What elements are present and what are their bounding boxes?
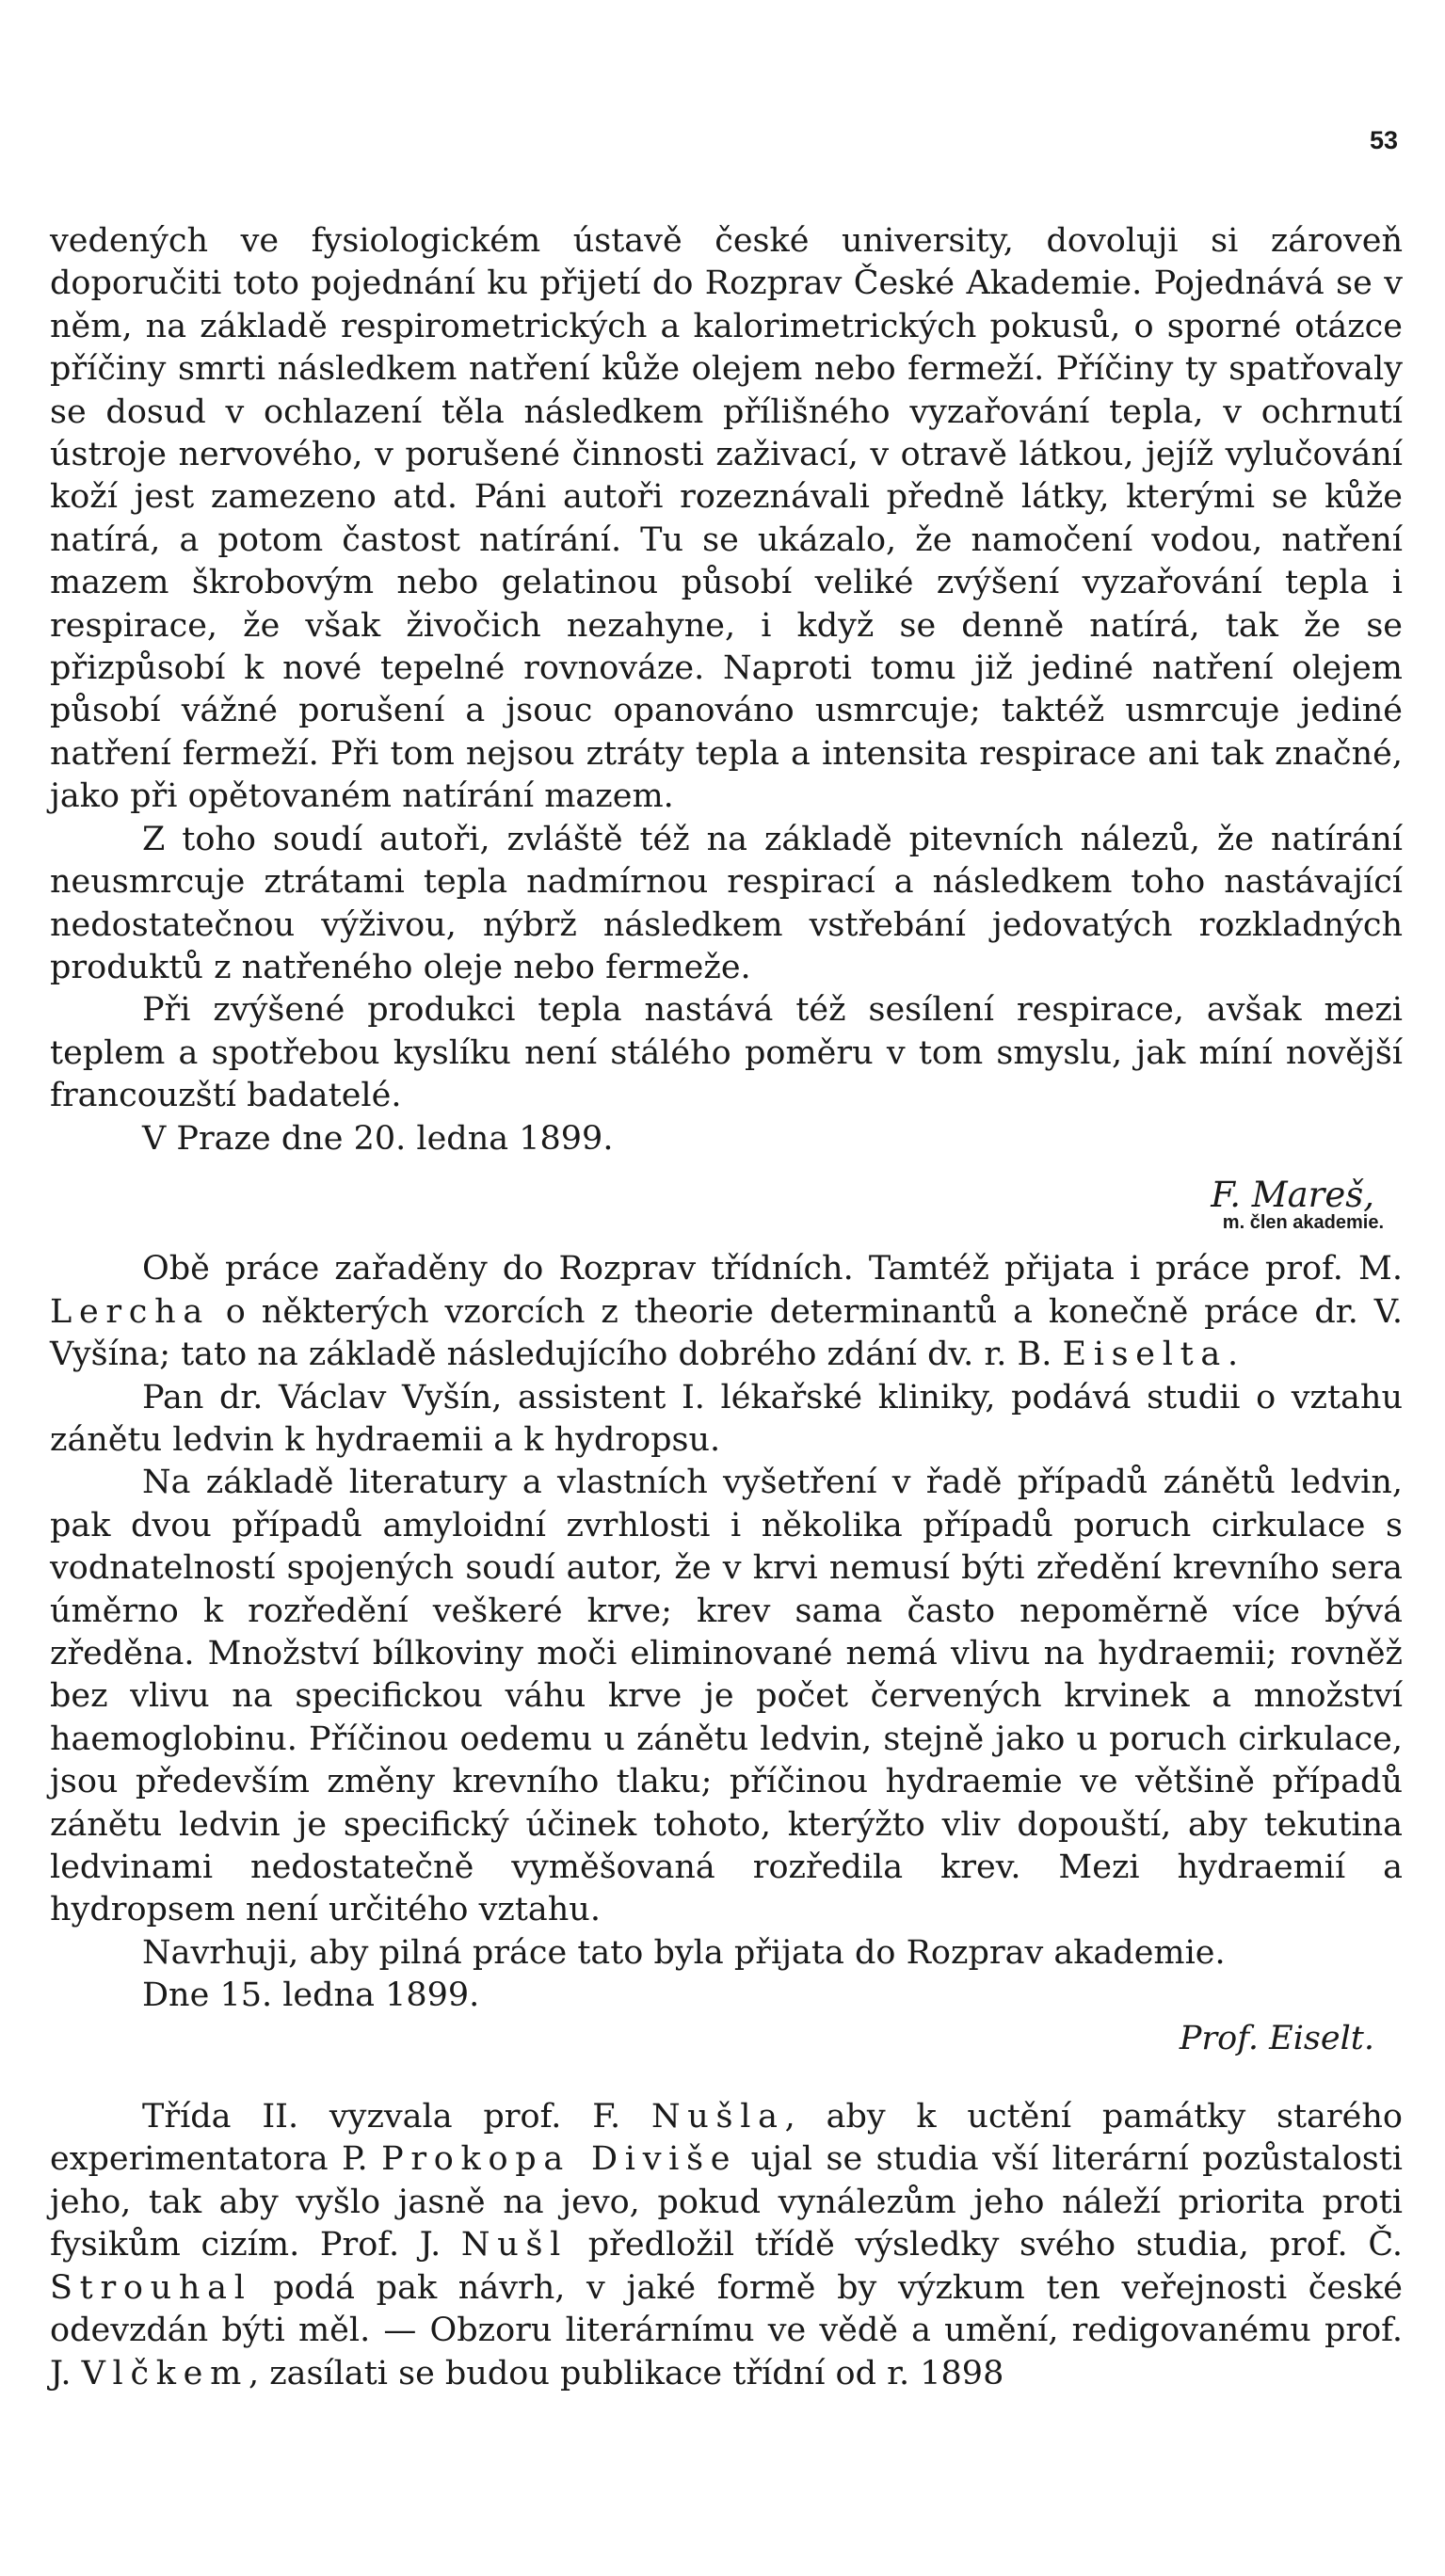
date-line-2: Dne 15. ledna 1899.: [142, 1976, 480, 2015]
paragraph-class-ii: Třída II. vyzvala prof. F. Nušla, aby k uctění památky starého experimentatora P. Prokopa Diviše ujal se studia vší literární pozůstalosti jeho, tak aby vyšlo jasně na jevo, pokud vynálezům jeho náleží priorita proti fysikům cizím. Prof. J. Nušl předložil třídě výsledky svého studia, prof. Č. Strouhal podá pak návrh, v jaké formě by výzkum ten veřejnosti české odevzdán býti měl. — Obzoru literárnímu ve vědě a umění, redigovanému prof. J. Vlčkem, zasílati se budou publikace třídní od r. 1898: [50, 2098, 1404, 2392]
name-nusl-1: Nušla: [650, 2098, 785, 2136]
paragraph-works-assigned: Obě práce zařaděny do Rozprav třídních. Tamtéž přijata i práce prof. M. Lercha o některých vzorcích z theorie determinantů a konečně práce dr. V. Vyšína; tato na základě následujícího dobrého zdání dv. r. B. Eiselta.: [50, 1250, 1403, 1374]
paragraph-continuation: vedených ve fysiologickém ústavě české university, dovoluji si zároveň doporučiti toto pojednání ku přijetí do Rozprav České Akademie. Pojednává se v něm, na základě respirometrických a kalorimetrických pokusů, o sporné otázce příčiny smrti následkem natření kůže olejem nebo fermeží. Příčiny ty spatřovaly se dosud v ochlazení těla následkem přílišného vyzařování tepla, v ochrnutí ústroje nervového, v porušené činnosti zaživací, v otravě látkou, jejíž vylučování koží jest zamezeno atd. Páni autoři rozeznávali předně látky, kterými se kůže natírá, a potom častost natírání. Tu se ukázalo, že namočení vodou, natření mazem škrobovým nebo gelatinou působí veliké zvýšení vyzařování tepla i respirace, že však živočich nezahyne, i když se denně natírá, tak že se přizpůsobí k nové tepelné rovnováze. Naproti tomu již jediné natření olejem působí vážné porušení a jsouc opanováno usmrcuje; taktéž usmrcuje jediné natření fermeží. Při tom nejsou ztráty tepla a intensita respirace ani tak značné, jako při opětovaném natírání mazem.: [50, 222, 1403, 816]
name-eiselt: Eiselta: [1062, 1336, 1228, 1374]
page-number: 53: [1369, 126, 1398, 154]
signature-mares-role: m. člen akademie.: [1222, 1212, 1384, 1234]
paragraph-literature-findings: Na základě literatury a vlastních vyšetření v řadě případů zánětů ledvin, pak dvou případů amyloidní zvrhlosti i několika případů poruch cirkulace s vodnatelností spojených soudí autor, že v krvi nemusí býti zředění krevního sera úměrno k rozředění veškeré krve; krev sama často nepoměrně více bývá zředěna. Množství bílkoviny moči eliminované nemá vlivu na hydraemii; rovněž bez vlivu na specifickou váhu krve je počet červených krvinek a množství haemoglobinu. Příčinou oedemu u zánětu ledvin, stejně jako u poruch cirkulace, jsou především změny krevního tlaku; příčinou hydraemie ve většině případů zánětu ledvin je specifický účinek tohoto, kterýžto vliv dopouští, aby tekutina ledvinami nedostatečně vyměšovaná rozředila krev. Mezi hydraemií a hydropsem není určitého vztahu.: [50, 1464, 1403, 1929]
place-date-1: V Praze dne 20. ledna 1899.: [142, 1119, 614, 1158]
signature-mares: F. Mareš,: [1211, 1174, 1374, 1215]
body-text: [50, 220, 1403, 2395]
name-nusl-2: Nušl: [460, 2226, 569, 2264]
signature-eiselt: Prof. Eiselt.: [1179, 2019, 1374, 2057]
paragraph-vysin-study: Pan dr. Václav Vyšín, assistent I. lékařské kliniky, podává studii o vztahu zánětu ledvin k hydraemii a k hydropsu.: [50, 1378, 1403, 1459]
name-vlcek: Vlčkem: [81, 2354, 249, 2392]
name-strouhal: Strouhal: [50, 2268, 252, 2307]
name-prokop-divis: Prokopa Diviše: [381, 2140, 738, 2179]
paragraph-conclusion: Z toho soudí autoři, zvláště též na základě pitevních nálezů, že natírání neusmrcuje ztrátami tepla nadmírnou respirací a následkem toho nastávající nedostatečnou výživou, nýbrž následkem vstřebání jedovatých rozkladných produktů z natřeného oleje nebo fermeže.: [50, 820, 1403, 986]
paragraph-respiration: Při zvýšené produkci tepla nastává též sesílení respirace, avšak mezi teplem a spotřebou kyslíku není stálého poměru v tom smyslu, jak míní novější francouzští badatelé.: [50, 991, 1403, 1115]
paragraph-proposal: Navrhuji, aby pilná práce tato byla přijata do Rozprav akademie.: [142, 1933, 1226, 1972]
name-lerch: Lercha: [50, 1292, 210, 1331]
